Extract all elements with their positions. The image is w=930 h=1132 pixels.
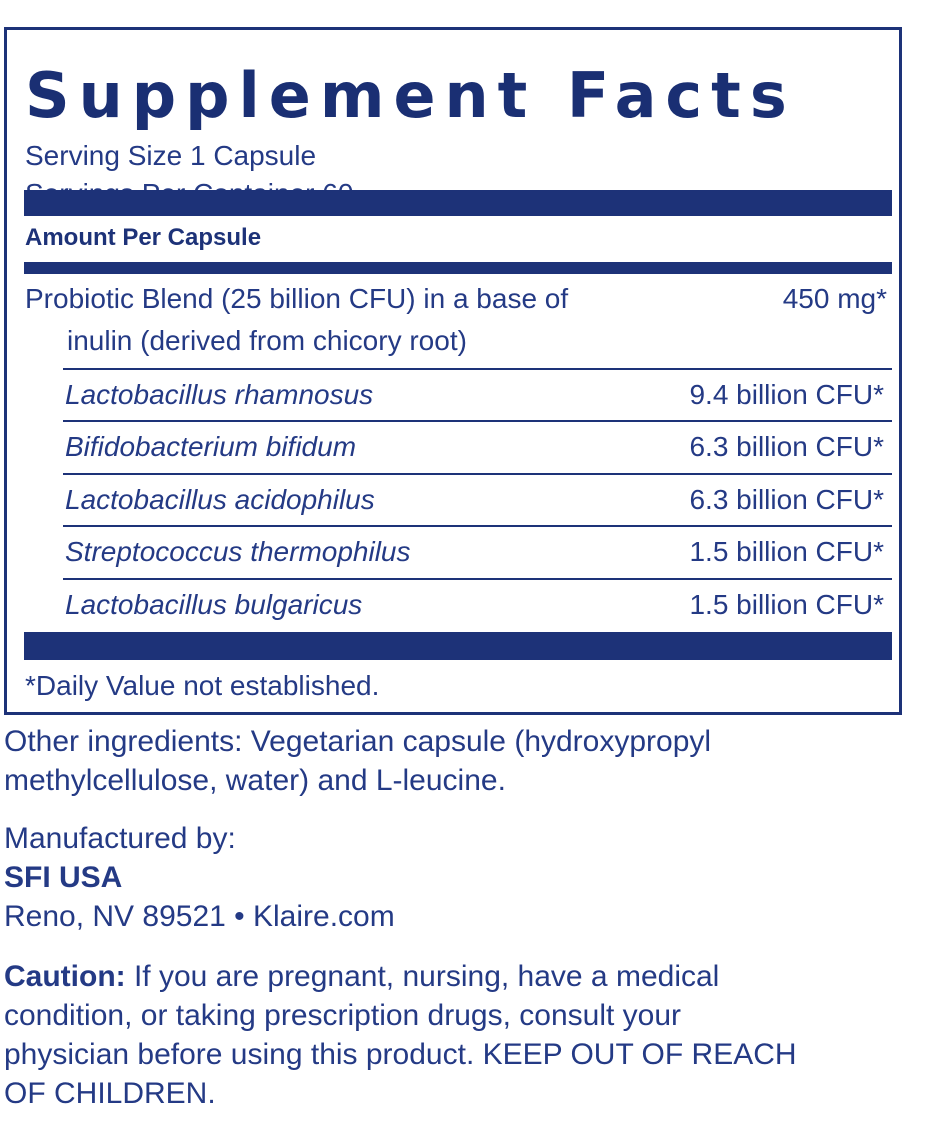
thick-divider-bottom [24, 632, 892, 660]
daily-value-footnote: *Daily Value not established. [25, 670, 380, 701]
strain-list [63, 368, 892, 630]
strain-amount: 1.5 billion CFU* [689, 589, 884, 620]
panel-title: Supplement Facts [25, 59, 796, 132]
blend-name-line1: Probiotic Blend (25 billion CFU) in a base of [25, 283, 569, 314]
caution-line1-wrap [4, 957, 904, 996]
probiotic-blend-amount: 450 mg* [782, 283, 887, 314]
strain-row [63, 578, 892, 630]
other-ingredients-line1: Other ingredients: Vegetarian capsule (hydroxypropyl [4, 725, 712, 758]
amount-per-capsule-header: Amount Per Capsule [25, 224, 262, 251]
caution-line1: If you are pregnant, nursing, have a medical [125, 960, 720, 993]
manufacturer-block [4, 819, 904, 936]
strain-amount: 6.3 billion CFU* [689, 431, 884, 462]
strain-amount: 1.5 billion CFU* [689, 536, 884, 567]
strain-name: Bifidobacterium bifidum [65, 431, 357, 462]
strain-amount: 9.4 billion CFU* [689, 379, 884, 410]
strain-name: Lactobacillus bulgaricus [65, 589, 363, 620]
strain-row [63, 420, 892, 473]
manufacturer-name: SFI USA [4, 861, 123, 894]
manufacturer-label: Manufactured by: [4, 822, 236, 855]
other-ingredients [4, 722, 904, 800]
strain-name: Streptococcus thermophilus [65, 536, 411, 567]
strain-name: Lactobacillus acidophilus [65, 484, 375, 515]
thick-divider-top [24, 190, 892, 216]
manufacturer-address: Reno, NV 89521 • Klaire.com [4, 900, 395, 933]
probiotic-blend-name [25, 278, 705, 362]
caution-block [4, 957, 904, 1113]
supplement-facts-panel [4, 27, 902, 715]
caution-line2: condition, or taking prescription drugs, consult your [4, 999, 682, 1032]
serving-size: Serving Size 1 Capsule [25, 140, 317, 171]
caution-label: Caution: [4, 960, 126, 993]
strain-row [63, 368, 892, 420]
caution-line3: physician before using this product. KEEP OUT OF REACH [4, 1038, 797, 1071]
strain-row [63, 473, 892, 525]
strain-row [63, 525, 892, 578]
strain-amount: 6.3 billion CFU* [689, 484, 884, 515]
blend-name-line2: inulin (derived from chicory root) [67, 325, 467, 356]
strain-name: Lactobacillus rhamnosus [65, 379, 374, 410]
divider-after-header [24, 262, 892, 274]
caution-line4: OF CHILDREN. [4, 1077, 216, 1110]
other-ingredients-line2: methylcellulose, water) and L-leucine. [4, 764, 506, 797]
